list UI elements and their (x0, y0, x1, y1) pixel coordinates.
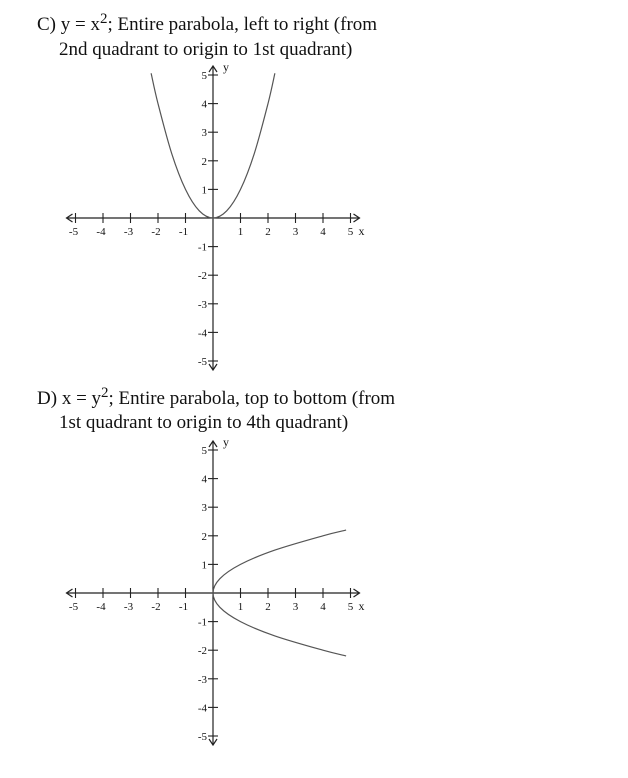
problem-d-description: ; Entire parabola, top to bottom (from (108, 388, 396, 409)
y-tick-label: -5 (197, 731, 207, 743)
x-tick-label: 4 (320, 226, 326, 238)
problem-d-line2: 1st quadrant to origin to 4th quadrant) (59, 412, 349, 433)
x-tick-label: 1 (237, 601, 244, 613)
y-axis-name: y (223, 60, 229, 74)
problem-d-exponent: 2 (101, 385, 109, 401)
x-tick-label: 5 (347, 226, 354, 238)
x-tick-label: 5 (347, 601, 354, 613)
y-tick-label: 2 (201, 530, 207, 543)
x-tick-label: 3 (292, 226, 299, 238)
y-tick-label: -1 (197, 241, 207, 254)
y-tick-label: -4 (197, 327, 207, 340)
graph-d (0, 432, 628, 762)
problem-d-line1 (37, 385, 396, 410)
y-tick-label: 5 (201, 70, 207, 82)
x-tick-label: 2 (265, 226, 271, 238)
y-tick-label: 5 (201, 445, 207, 457)
x-tick-label: 3 (292, 601, 299, 613)
x-tick-label: -1 (178, 226, 189, 238)
problem-c-exponent: 2 (99, 11, 108, 27)
x-tick-label: -4 (96, 601, 106, 613)
x-tick-label: -5 (68, 226, 79, 238)
y-axis-name: y (223, 435, 229, 449)
problem-d-label: D) (37, 388, 58, 409)
y-tick-label: -3 (197, 673, 207, 686)
x-tick-label: -3 (123, 226, 134, 238)
problem-d-equation: x = y (61, 388, 102, 409)
problem-c-label: C) (37, 14, 56, 35)
y-tick-label: 3 (201, 127, 207, 140)
x-axis-name: x (358, 599, 365, 613)
graph-c (0, 60, 628, 380)
y-tick-label: -1 (197, 616, 207, 629)
y-tick-label: -3 (197, 298, 207, 311)
y-tick-label: -2 (197, 270, 207, 283)
x-tick-label: -2 (151, 601, 161, 613)
x-tick-label: -1 (178, 601, 189, 613)
y-tick-label: 3 (201, 502, 207, 515)
problem-c-description: ; Entire parabola, left to right (from (107, 14, 378, 35)
x-tick-label: 2 (265, 601, 271, 613)
x-tick-label: 1 (237, 226, 244, 238)
y-tick-label: 1 (201, 184, 207, 197)
y-tick-label: 2 (201, 155, 207, 168)
x-tick-label: -2 (151, 226, 161, 238)
y-tick-label: -4 (197, 702, 207, 715)
problem-c-equation: y = x (60, 14, 100, 35)
x-tick-label: 4 (320, 601, 326, 613)
y-tick-label: 4 (201, 473, 207, 486)
x-axis-name: x (358, 224, 365, 238)
x-tick-label: -3 (123, 601, 134, 613)
x-tick-label: -5 (68, 601, 79, 613)
y-tick-label: 4 (201, 98, 207, 111)
y-tick-label: -5 (197, 356, 207, 368)
y-tick-label: 1 (201, 559, 207, 572)
y-tick-label: -2 (197, 645, 207, 658)
problem-c-line2: 2nd quadrant to origin to 1st quadrant) (59, 39, 353, 60)
x-tick-label: -4 (96, 226, 106, 238)
problem-c-line1 (37, 11, 378, 36)
